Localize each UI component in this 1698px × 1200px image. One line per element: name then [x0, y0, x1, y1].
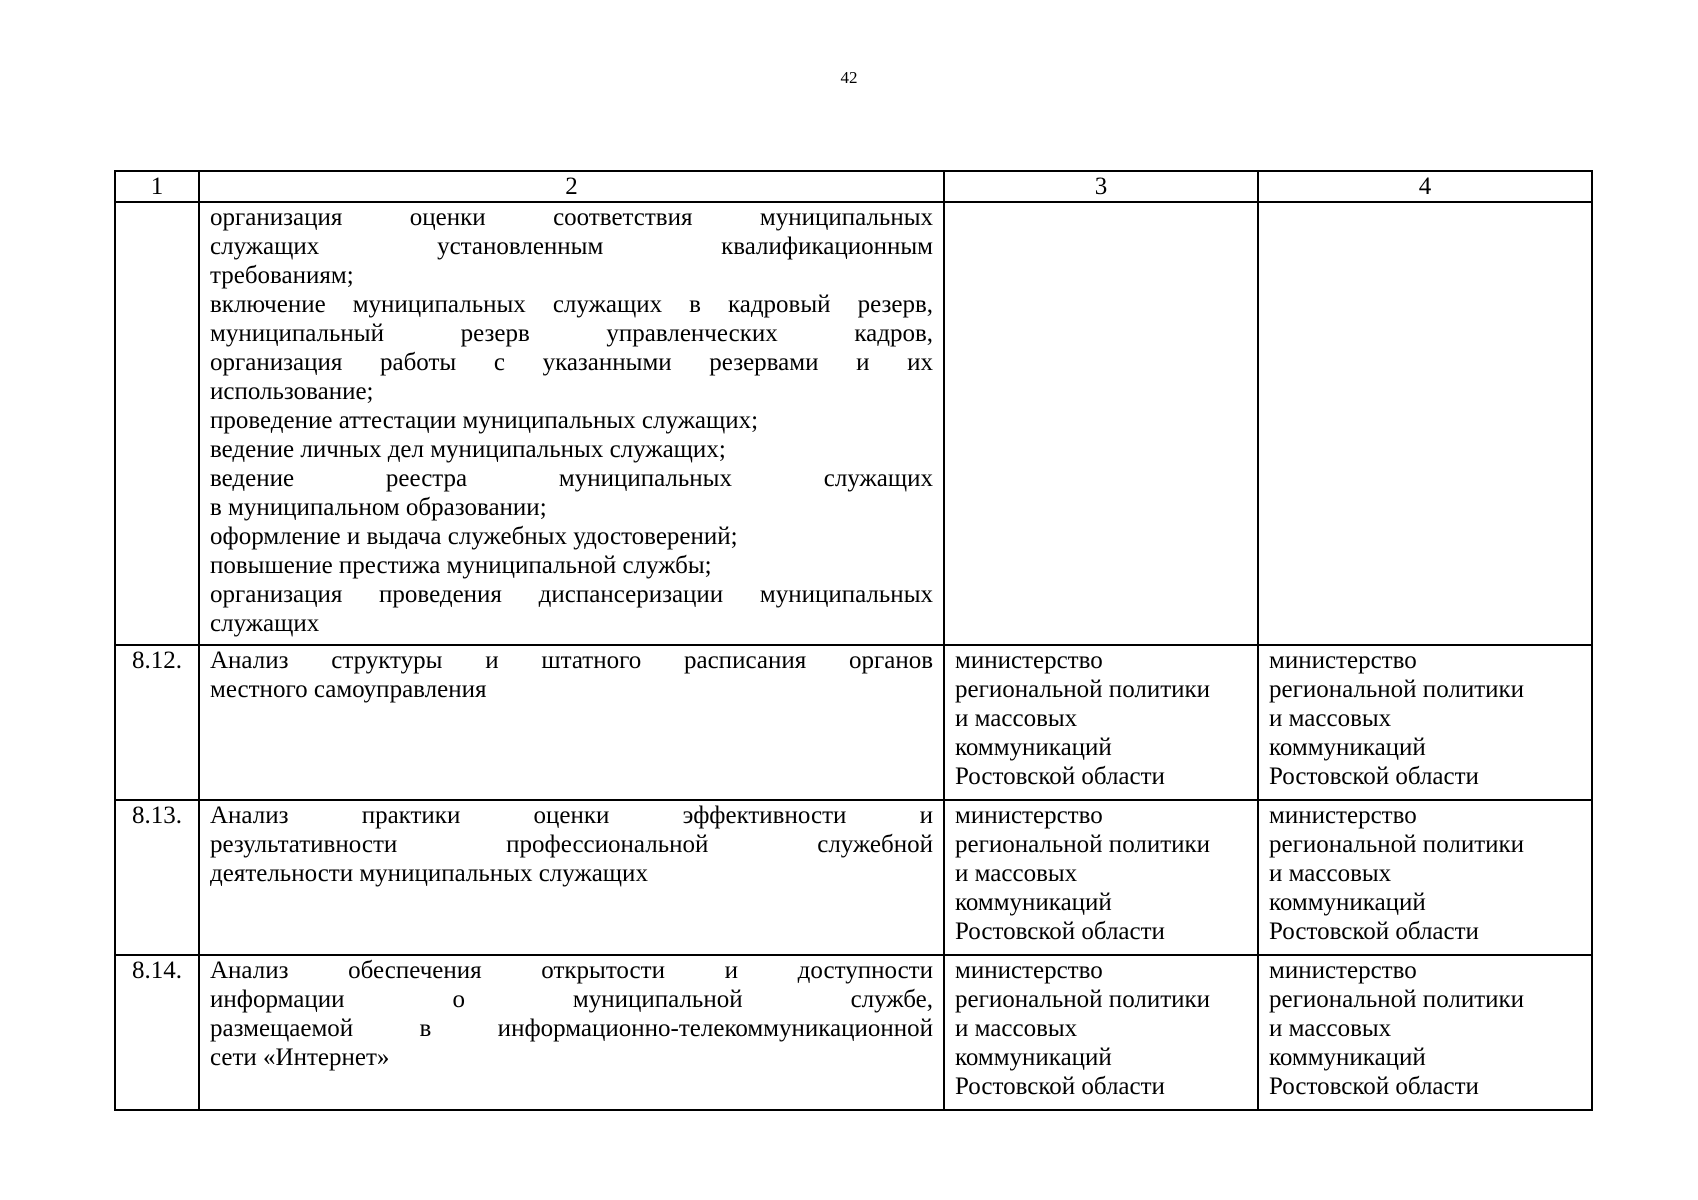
- table-row-continuation: [115, 202, 1592, 645]
- description-line: Анализ структуры и штатного расписания органов: [210, 647, 933, 674]
- resp-line: коммуникаций: [1269, 889, 1426, 916]
- description-line: включение муниципальных служащих в кадровый резерв,: [210, 291, 933, 318]
- row-col3-cell: [944, 645, 1258, 800]
- description-line: местного самоуправления: [210, 676, 487, 703]
- description-line: повышение престижа муниципальной службы;: [210, 552, 712, 579]
- description-line: ведение личных дел муниципальных служащих;: [210, 436, 726, 463]
- page-number: 42: [840, 68, 858, 87]
- description-line: сети «Интернет»: [210, 1044, 390, 1071]
- resp-line: коммуникаций: [1269, 1044, 1426, 1071]
- resp-line: и массовых: [955, 1015, 1078, 1042]
- description-line: Анализ обеспечения открытости и доступности: [210, 957, 933, 984]
- row-col4-cell: [1258, 800, 1592, 955]
- resp-line: и массовых: [1269, 705, 1392, 732]
- description-line: оформление и выдача служебных удостоверений;: [210, 523, 738, 550]
- description-line: результативности профессиональной служебной: [210, 831, 933, 858]
- description-line: в муниципальном образовании;: [210, 494, 547, 521]
- row-description-cell: [199, 800, 944, 955]
- resp-line: региональной политики: [1269, 676, 1525, 703]
- resp-line: коммуникаций: [955, 734, 1112, 761]
- resp-line: Ростовской области: [955, 1073, 1165, 1100]
- resp-line: и массовых: [955, 860, 1078, 887]
- resp-line: Ростовской области: [1269, 1073, 1479, 1100]
- row-col3-cell: [944, 202, 1258, 645]
- description-line: организация работы с указанными резервами и их: [210, 349, 933, 376]
- row-number-cell: [115, 202, 199, 645]
- resp-line: и массовых: [1269, 1015, 1392, 1042]
- resp-line: и массовых: [1269, 860, 1392, 887]
- description-line: деятельности муниципальных служащих: [210, 860, 648, 887]
- resp-line: министерство: [955, 957, 1103, 984]
- row-number-cell: 8.12.: [115, 645, 199, 800]
- description-line: требованиям;: [210, 262, 354, 289]
- resp-line: Ростовской области: [955, 918, 1165, 945]
- description-line: муниципальный резерв управленческих кадров,: [210, 320, 933, 347]
- description-line: информации о муниципальной службе,: [210, 986, 933, 1013]
- resp-line: Ростовской области: [955, 763, 1165, 790]
- resp-line: коммуникаций: [955, 1044, 1112, 1071]
- resp-line: и массовых: [955, 705, 1078, 732]
- description-line: служащих: [210, 610, 320, 637]
- row-number-cell: 8.14.: [115, 955, 199, 1110]
- description-line: использование;: [210, 378, 374, 405]
- resp-line: министерство: [955, 647, 1103, 674]
- header-col-2: 2: [199, 171, 944, 202]
- row-col3-cell: [944, 800, 1258, 955]
- row-number-cell: 8.13.: [115, 800, 199, 955]
- description-line: служащих установленным квалификационным: [210, 233, 933, 260]
- resp-line: Ростовской области: [1269, 763, 1479, 790]
- row-col4-cell: [1258, 645, 1592, 800]
- description-line: проведение аттестации муниципальных служащих;: [210, 407, 759, 434]
- resp-line: министерство: [1269, 647, 1417, 674]
- description-line: организация проведения диспансеризации муниципальных: [210, 581, 933, 608]
- resp-line: министерство: [1269, 957, 1417, 984]
- header-col-1: 1: [115, 171, 199, 202]
- description-line: размещаемой в информационно-телекоммуникационной: [210, 1015, 933, 1042]
- responsibility-table: [114, 170, 1593, 1111]
- resp-line: региональной политики: [955, 831, 1211, 858]
- resp-line: региональной политики: [955, 986, 1211, 1013]
- table-row-8-14: [115, 955, 1592, 1110]
- table-header-row: [115, 171, 1592, 202]
- row-description-cell: [199, 202, 944, 645]
- resp-line: региональной политики: [1269, 986, 1525, 1013]
- table-row-8-12: [115, 645, 1592, 800]
- description-line: Анализ практики оценки эффективности и: [210, 802, 933, 829]
- resp-line: коммуникаций: [1269, 734, 1426, 761]
- header-col-4: 4: [1258, 171, 1592, 202]
- resp-line: коммуникаций: [955, 889, 1112, 916]
- resp-line: Ростовской области: [1269, 918, 1479, 945]
- resp-line: региональной политики: [955, 676, 1211, 703]
- row-description-cell: [199, 645, 944, 800]
- table-row-8-13: [115, 800, 1592, 955]
- row-col4-cell: [1258, 955, 1592, 1110]
- row-col4-cell: [1258, 202, 1592, 645]
- description-line: организация оценки соответствия муниципальных: [210, 204, 933, 231]
- row-col3-cell: [944, 955, 1258, 1110]
- resp-line: министерство: [955, 802, 1103, 829]
- resp-line: региональной политики: [1269, 831, 1525, 858]
- description-line: ведение реестра муниципальных служащих: [210, 465, 933, 492]
- header-col-3: 3: [944, 171, 1258, 202]
- resp-line: министерство: [1269, 802, 1417, 829]
- row-description-cell: [199, 955, 944, 1110]
